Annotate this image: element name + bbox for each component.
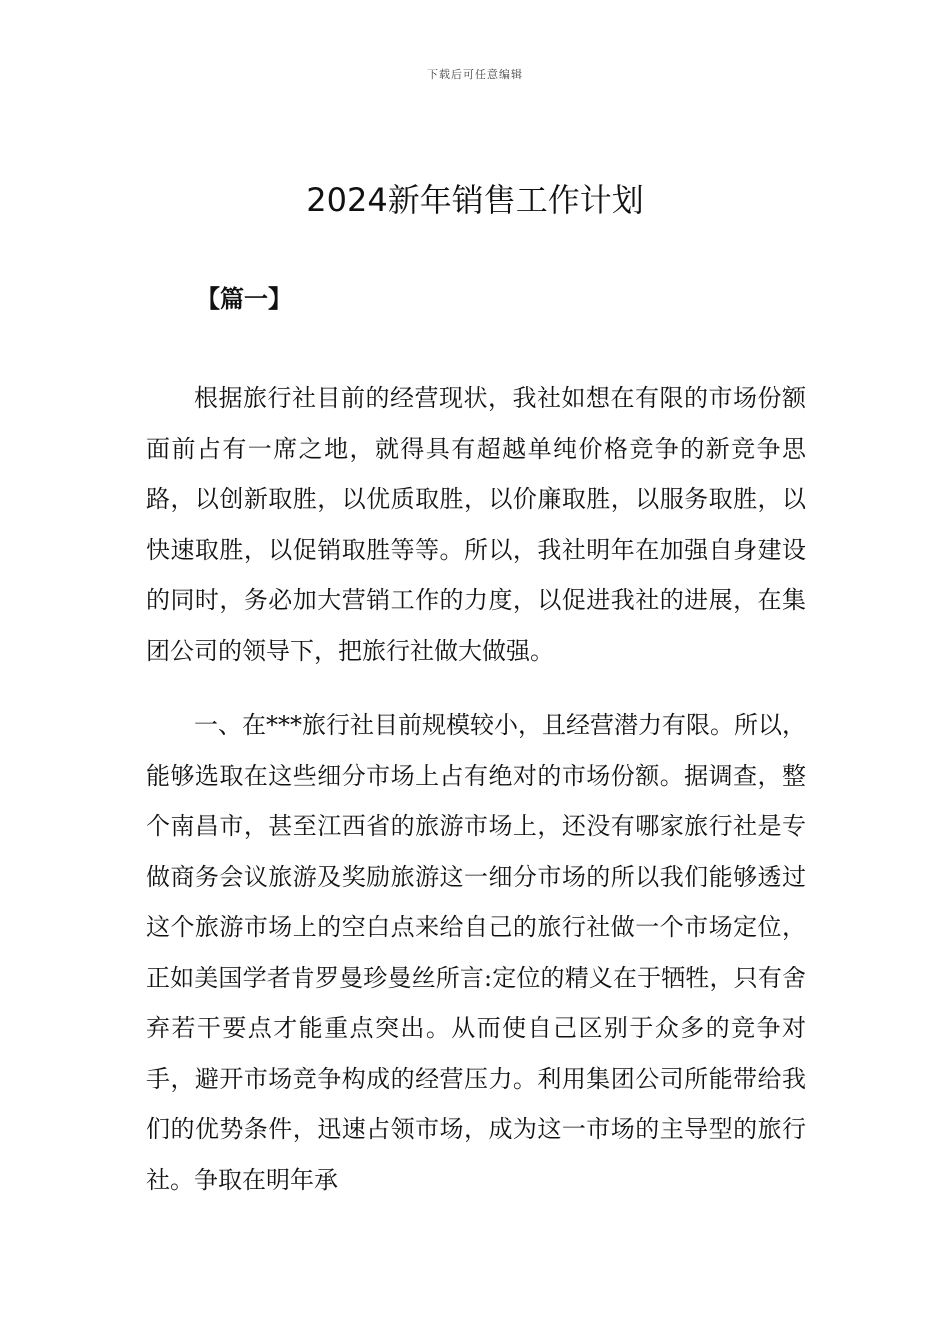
body-paragraph-1: 根据旅行社目前的经营现状，我社如想在有限的市场份额面前占有一席之地，就得具有超越单纯价格竞争的新竞争思路，以创新取胜，以优质取胜，以价廉取胜，以服务取胜，以快速取胜，以促销取胜等等。所以，我社明年在加强自身建设的同时，务必加大营销工作的力度，以促进我社的进展，在集团公司的领导下，把旅行社做大做强。 (146, 384, 806, 665)
section-label: 【篇一】 (196, 284, 292, 313)
document-title: 2024新年销售工作计划 (306, 181, 644, 219)
header-note: 下载后可任意编辑 (427, 68, 523, 81)
body-paragraph-2: 一、在***旅行社目前规模较小，且经营潜力有限。所以，能够选取在这些细分市场上占有绝对的市场份额。据调查，整个南昌市，甚至江西省的旅游市场上，还没有哪家旅行社是专做商务会议旅游及奖励旅游这一细分市场的所以我们能够透过这个旅游市场上的空白点来给自己的旅行社做一个市场定位，正如美国学者肯罗曼珍曼丝所言:定位的精义在于牺牲，只有舍弃若干要点才能重点突出。从而使自己区别于众多的竞争对手，避开市场竞争构成的经营压力。利用集团公司所能带给我们的优势条件，迅速占领市场，成为这一市场的主导型的旅行社。争取在明年承 (146, 711, 806, 1194)
